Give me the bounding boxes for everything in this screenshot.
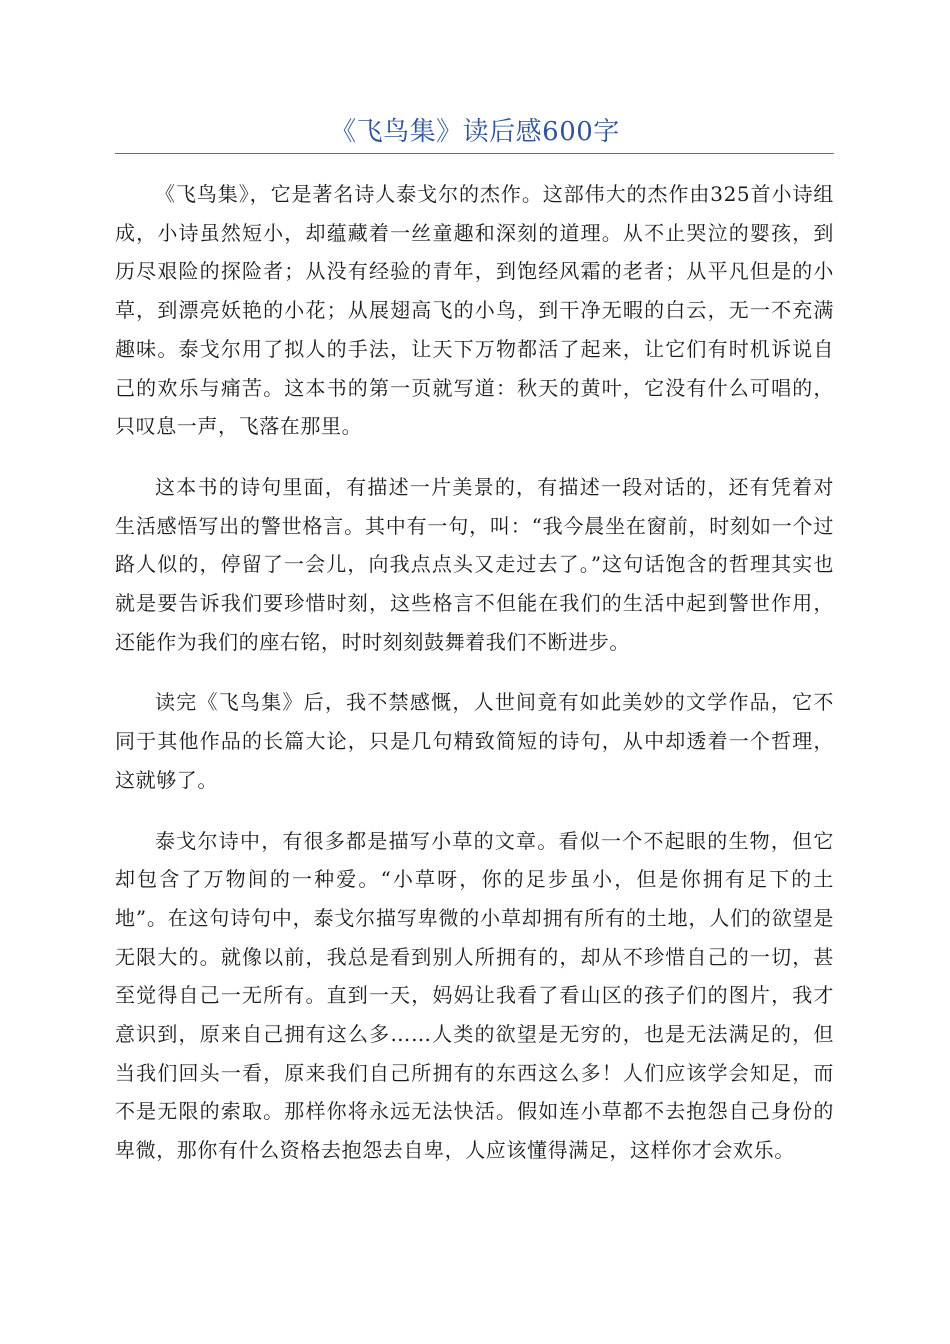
paragraph-1: 《飞鸟集》，它是著名诗人泰戈尔的杰作。这部伟大的杰作由325首小诗组成，小诗虽然短小，却蕴藏着一丝童趣和深刻的道理。从不止哭泣的婴孩，到历尽艰险的探险者；从没有经验的青年，到饱经风霜的老者；从平凡但是的小草，到漂亮妖艳的小花；从展翅高飞的小鸟，到干净无暇的白云，无一不充满趣味。泰戈尔用了拟人的手法，让天下万物都活了起来，让它们有时机诉说自己的欢乐与痛苦。这本书的第一页就写道：秋天的黄叶，它没有什么可唱的，只叹息一声，飞落在那里。 bbox=[115, 182, 834, 439]
paragraph-2: 这本书的诗句里面，有描述一片美景的，有描述一段对话的，还有凭着对生活感悟写出的警世格言。其中有一句，叫：“我今晨坐在窗前，时刻如一个过路人似的，停留了一会儿，向我点点头又走过去了。”这句话饱含的哲理其实也就是要告诉我们要珍惜时刻，这些格言不但能在我们的生活中起到警世作用，还能作为我们的座右铭，时时刻刻鼓舞着我们不断进步。 bbox=[115, 474, 834, 654]
title-underline-divider bbox=[115, 153, 834, 154]
page-title: 《飞鸟集》读后感600字 bbox=[330, 117, 620, 147]
document-body bbox=[115, 175, 834, 1192]
paragraph-4: 泰戈尔诗中，有很多都是描写小草的文章。看似一个不起眼的生物，但它却包含了万物间的一种爱。“小草呀，你的足步虽小，但是你拥有足下的土地”。在这句诗句中，泰戈尔描写卑微的小草却拥有所有的土地，人们的欲望是无限大的。就像以前，我总是看到别人所拥有的，却从不珍惜自己的一切，甚至觉得自己一无所有。直到一天，妈妈让我看了看山区的孩子们的图片，我才意识到，原来自己拥有这么多……人类的欲望是无穷的，也是无法满足的，但当我们回头一看，原来我们自己所拥有的东西这么多！人们应该学会知足，而不是无限的索取。那样你将永远无法快活。假如连小草都不去抱怨自己身份的卑微，那你有什么资格去抱怨去自卑，人应该懂得满足，这样你才会欢乐。 bbox=[115, 828, 834, 1163]
paragraph-3: 读完《飞鸟集》后，我不禁感慨，人世间竟有如此美妙的文学作品，它不同于其他作品的长篇大论，只是几句精致简短的诗句，从中却透着一个哲理，这就够了。 bbox=[115, 690, 834, 792]
